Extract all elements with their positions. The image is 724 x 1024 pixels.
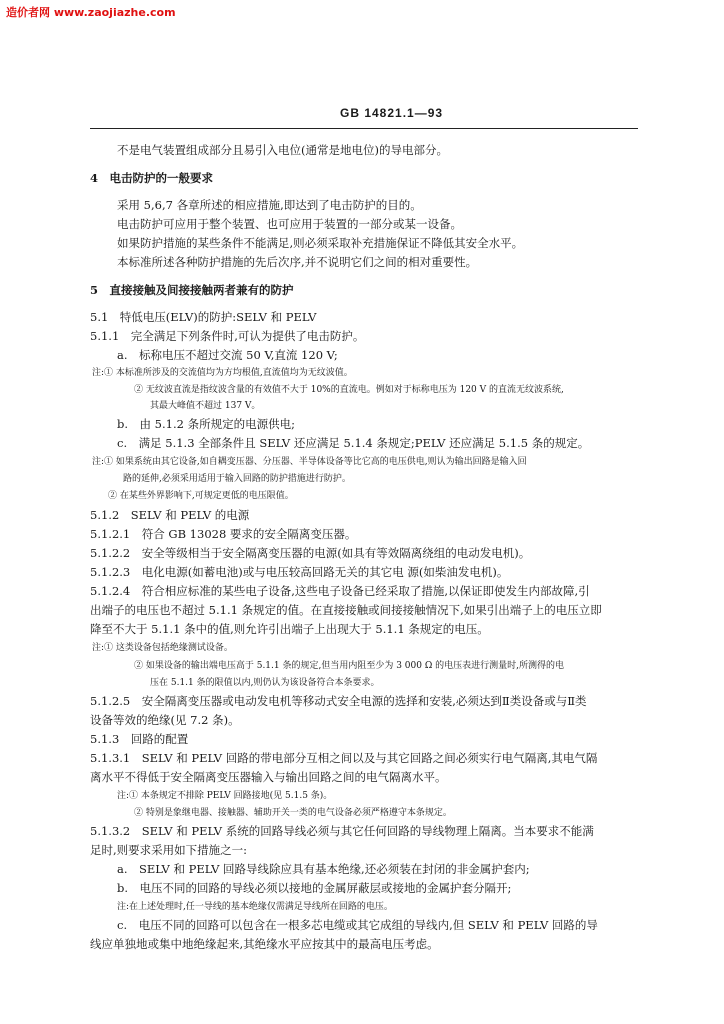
text-line: b. 由 5.1.2 条所规定的电源供电; bbox=[117, 417, 295, 431]
text-line: a. 标称电压不超过交流 50 V,直流 120 V; bbox=[117, 348, 338, 362]
section-heading: 4 电击防护的一般要求 bbox=[90, 171, 214, 185]
text-line: 5.1.2.1 符合 GB 13028 要求的安全隔离变压器。 bbox=[90, 527, 357, 541]
note-line: ② 特别是象继电器、接触器、辅助开关一类的电气设备必须严格遵守本条规定。 bbox=[134, 808, 452, 818]
text-line: 5.1.1 完全满足下列条件时,可认为提供了电击防护。 bbox=[90, 329, 365, 343]
watermark: 造价者网 www.zaojiazhe.com bbox=[6, 6, 176, 19]
text-line: 5.1.2.4 符合相应标准的某些电子设备,这些电子设备已经采取了措施,以保证即使发生内部故障,引 bbox=[90, 584, 590, 598]
text-line: 线应单独地或集中地绝缘起来,其绝缘水平应按其中的最高电压考虑。 bbox=[90, 937, 439, 951]
text-line: 设备等效的绝缘(见 7.2 条)。 bbox=[90, 713, 240, 727]
text-line: 5.1.3.1 SELV 和 PELV 回路的带电部分互相之间以及与其它回路之间必须实行电气隔离,其电气隔 bbox=[90, 751, 598, 765]
text-line: 降至不大于 5.1.1 条中的值,则允许引出端子上出现大于 5.1.1 条规定的电压。 bbox=[90, 622, 489, 636]
text-line: 5.1.2.3 电化电源(如蓄电池)或与电压较高回路无关的其它电 源(如柴油发电机)。 bbox=[90, 565, 509, 579]
note-line: 注:① 本条规定不排除 PELV 回路接地(见 5.1.5 条)。 bbox=[117, 791, 333, 801]
note-line: 注:① 本标准所涉及的交流值均为方均根值,直流值均为无纹波值。 bbox=[92, 368, 353, 378]
text-line: 5.1 特低电压(ELV)的防护:SELV 和 PELV bbox=[90, 310, 317, 324]
note-line: ② 无纹波直流是指纹波含量的有效值不大于 10%的直流电。例如对于标称电压为 120 V 的直流无纹波系统, bbox=[134, 385, 564, 395]
section-heading: 5 直接接触及间接接触两者兼有的防护 bbox=[90, 283, 294, 297]
text-line: b. 电压不同的回路的导线必须以接地的金属屏蔽层或接地的金属护套分隔开; bbox=[117, 881, 512, 895]
text-line: c. 电压不同的回路可以包含在一根多芯电缆或其它成组的导线内,但 SELV 和 PELV 回路的导 bbox=[117, 918, 598, 932]
text-line: 5.1.3 回路的配置 bbox=[90, 732, 189, 746]
text-line: 5.1.2 SELV 和 PELV 的电源 bbox=[90, 508, 250, 522]
note-line: 注:在上述处理时,任一导线的基本绝缘仅需满足导线所在回路的电压。 bbox=[117, 902, 393, 912]
note-line: 其最大峰值不超过 137 V。 bbox=[150, 401, 261, 411]
note-line: 注:① 如果系统由其它设备,如自耦变压器、分压器、半导体设备等比它高的电压供电,则认为输出回路是输入回 bbox=[92, 457, 527, 467]
text-line: 5.1.3.2 SELV 和 PELV 系统的回路导线必须与其它任何回路的导线物理上隔离。当本要求不能满 bbox=[90, 824, 594, 838]
text-line: 5.1.2.2 安全等级相当于安全隔离变压器的电源(如具有等效隔离绕组的电动发电机)。 bbox=[90, 546, 531, 560]
text-line: 5.1.2.5 安全隔离变压器或电动发电机等移动式安全电源的选择和安装,必须达到Ⅱ类设备或与Ⅱ类 bbox=[90, 694, 587, 708]
text-line: a. SELV 和 PELV 回路导线除应具有基本绝缘,还必须装在封闭的非金属护套内; bbox=[117, 862, 530, 876]
text-line: 电击防护可应用于整个装置、也可应用于装置的一部分或某一设备。 bbox=[117, 217, 462, 231]
text-line: 离水平不得低于安全隔离变压器输入与输出回路之间的电气隔离水平。 bbox=[90, 770, 447, 784]
header-rule bbox=[90, 128, 638, 129]
note-line: 压在 5.1.1 条的限值以内,则仍认为该设备符合本条要求。 bbox=[150, 678, 380, 688]
text-line: 采用 5,6,7 各章所述的相应措施,即达到了电击防护的目的。 bbox=[117, 198, 422, 212]
text-line: c. 满足 5.1.3 全部条件且 SELV 还应满足 5.1.4 条规定;PELV 还应满足 5.1.5 条的规定。 bbox=[117, 436, 590, 450]
text-line: 不是电气装置组成部分且易引入电位(通常是地电位)的导电部分。 bbox=[117, 143, 448, 157]
note-line: 路的延伸,必须采用适用于输入回路的防护措施进行防护。 bbox=[123, 474, 351, 484]
text-line: 足时,则要求采用如下措施之一: bbox=[90, 843, 248, 857]
text-line: 出端子的电压也不超过 5.1.1 条规定的值。在直接接触或间接接触情况下,如果引出端子上的电压立即 bbox=[90, 603, 602, 617]
text-line: 如果防护措施的某些条件不能满足,则必须采取补充措施保证不降低其安全水平。 bbox=[117, 236, 524, 250]
text-line: 本标准所述各种防护措施的先后次序,并不说明它们之间的相对重要性。 bbox=[117, 255, 478, 269]
standard-header: GB 14821.1—93 bbox=[340, 106, 444, 120]
note-line: ② 如果设备的输出端电压高于 5.1.1 条的规定,但当用内阻至少为 3 000 Ω 的电压表进行测量时,所测得的电 bbox=[134, 661, 565, 671]
note-line: 注:① 这类设备包括绝缘测试设备。 bbox=[92, 643, 233, 653]
note-line: ② 在某些外界影响下,可规定更低的电压限值。 bbox=[108, 491, 294, 501]
